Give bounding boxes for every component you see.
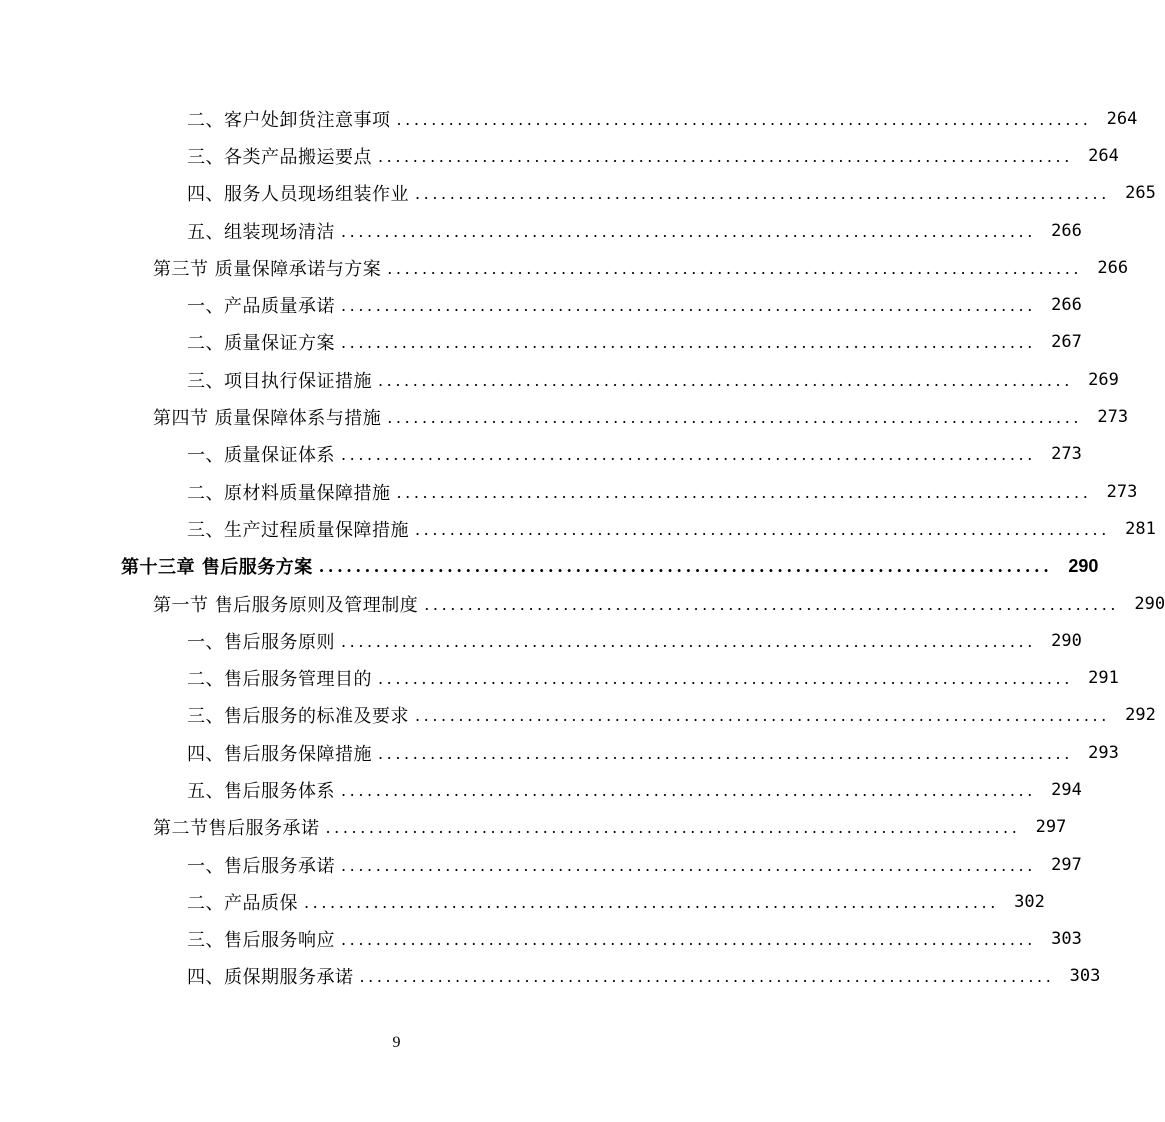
toc-subsection-entry[interactable]	[0, 921, 1082, 958]
toc-entry-page: 290	[1134, 593, 1165, 614]
toc-entry-page: 293	[1088, 742, 1119, 763]
toc-entry-label: 第三节 质量保障承诺与方案	[153, 258, 382, 280]
toc-entry-label: 一、售后服务原则	[187, 631, 335, 653]
toc-leader-dots: ................................................................................	[341, 296, 1036, 316]
toc-leader-dots: ................................................................................	[304, 892, 999, 912]
toc-leader-dots: ................................................................................	[378, 669, 1073, 689]
toc-subsection-entry[interactable]	[0, 659, 1119, 696]
toc-subsection-entry[interactable]	[0, 100, 1138, 137]
toc-entry-label: 一、售后服务承诺	[187, 855, 335, 877]
toc-subsection-entry[interactable]	[0, 510, 1156, 547]
toc-subsection-entry[interactable]	[0, 436, 1082, 473]
toc-section-entry[interactable]	[0, 809, 1067, 846]
toc-entry-page: 273	[1051, 444, 1082, 465]
toc-leader-dots: ................................................................................	[341, 780, 1036, 800]
toc-entry-label: 一、产品质量承诺	[187, 296, 335, 318]
toc-entry-page: 281	[1125, 518, 1156, 539]
toc-entry-label: 二、质量保证方案	[187, 333, 335, 355]
toc-subsection-entry[interactable]	[0, 286, 1082, 323]
toc-leader-dots: ................................................................................	[396, 109, 1092, 129]
toc-leader-dots: ................................................................................	[424, 594, 1120, 614]
toc-section-entry[interactable]	[0, 249, 1129, 286]
toc-entry-page: 266	[1051, 220, 1082, 241]
toc-leader-dots: ................................................................................	[387, 408, 1083, 428]
toc-leader-dots: ................................................................................	[325, 818, 1021, 838]
toc-leader-dots: ................................................................................	[318, 557, 1053, 577]
toc-entry-page: 266	[1051, 295, 1082, 316]
toc-entry-label: 三、各类产品搬运要点	[187, 146, 372, 168]
toc-leader-dots: ................................................................................	[341, 631, 1036, 651]
toc-entry-page: 265	[1125, 183, 1156, 204]
toc-leader-dots: ................................................................................	[341, 221, 1036, 241]
toc-subsection-entry[interactable]	[0, 697, 1156, 734]
toc-entry-page: 291	[1088, 668, 1119, 689]
toc-entry-label: 第二节售后服务承诺	[153, 818, 320, 840]
toc-leader-dots: ................................................................................	[359, 967, 1055, 987]
toc-section-entry[interactable]	[0, 398, 1129, 435]
toc-entry-label: 第一节 售后服务原则及管理制度	[153, 594, 419, 616]
toc-subsection-entry[interactable]	[0, 734, 1119, 771]
toc-leader-dots: ................................................................................	[415, 519, 1110, 539]
toc-entry-label: 一、质量保证体系	[187, 445, 335, 467]
toc-leader-dots: ................................................................................	[396, 482, 1092, 502]
toc-leader-dots: ................................................................................	[378, 146, 1073, 166]
toc-subsection-entry[interactable]	[0, 137, 1119, 174]
toc-entry-page: 297	[1035, 817, 1067, 838]
toc-entry-label: 三、售后服务响应	[187, 930, 335, 952]
toc-entry-label: 二、客户处卸货注意事项	[187, 109, 391, 131]
toc-entry-page: 303	[1069, 966, 1101, 987]
toc-entry-label: 第四节 质量保障体系与措施	[153, 408, 382, 430]
toc-chapter-entry[interactable]	[0, 548, 1099, 585]
toc-subsection-entry[interactable]	[0, 324, 1082, 361]
toc-entry-page: 297	[1051, 854, 1082, 875]
toc-entry-label: 三、项目执行保证措施	[187, 370, 372, 392]
toc-subsection-entry[interactable]	[0, 361, 1119, 398]
toc-entry-page: 273	[1097, 407, 1129, 428]
toc-leader-dots: ................................................................................	[387, 258, 1083, 278]
toc-subsection-entry[interactable]	[0, 622, 1082, 659]
toc-entry-label: 三、售后服务的标准及要求	[187, 706, 409, 728]
toc-entry-label: 四、售后服务保障措施	[187, 743, 372, 765]
toc-entry-label: 四、质保期服务承诺	[187, 967, 354, 989]
toc-leader-dots: ................................................................................	[415, 706, 1110, 726]
toc-leader-dots: ................................................................................	[415, 184, 1110, 204]
toc-entry-page: 264	[1106, 108, 1138, 129]
toc-entry-page: 267	[1051, 332, 1082, 353]
toc-leader-dots: ................................................................................	[378, 370, 1073, 390]
toc-entry-page: 273	[1106, 481, 1138, 502]
toc-entry-page: 264	[1088, 145, 1119, 166]
toc-leader-dots: ................................................................................	[341, 333, 1036, 353]
toc-leader-dots: ................................................................................	[341, 855, 1036, 875]
toc-entry-label: 五、组装现场清洁	[187, 221, 335, 243]
toc-subsection-entry[interactable]	[0, 473, 1138, 510]
toc-entry-label: 五、售后服务体系	[187, 780, 335, 802]
toc-subsection-entry[interactable]	[0, 212, 1082, 249]
table-of-contents	[0, 100, 1165, 995]
toc-entry-label: 三、生产过程质量保障措施	[187, 519, 409, 541]
toc-leader-dots: ................................................................................	[378, 743, 1073, 763]
toc-entry-page: 302	[1014, 891, 1045, 912]
toc-entry-page: 294	[1051, 779, 1082, 800]
toc-entry-page: 290	[1051, 630, 1082, 651]
toc-entry-page: 290	[1068, 555, 1099, 576]
toc-entry-label: 第十三章 售后服务方案	[121, 557, 313, 579]
toc-leader-dots: ................................................................................	[341, 445, 1036, 465]
toc-entry-label: 四、服务人员现场组装作业	[187, 184, 409, 206]
toc-entry-page: 269	[1088, 369, 1119, 390]
toc-subsection-entry[interactable]	[0, 175, 1156, 212]
toc-subsection-entry[interactable]	[0, 958, 1101, 995]
toc-entry-page: 266	[1097, 257, 1129, 278]
toc-entry-label: 二、产品质保	[187, 892, 298, 914]
toc-entry-label: 二、原材料质量保障措施	[187, 482, 391, 504]
toc-subsection-entry[interactable]	[0, 883, 1045, 920]
toc-section-entry[interactable]	[0, 585, 1165, 622]
toc-leader-dots: ................................................................................	[341, 930, 1036, 950]
toc-entry-page: 292	[1125, 705, 1156, 726]
toc-entry-label: 二、售后服务管理目的	[187, 669, 372, 691]
toc-entry-page: 303	[1051, 929, 1082, 950]
page-number: 9	[392, 1034, 401, 1051]
toc-subsection-entry[interactable]	[0, 846, 1082, 883]
toc-subsection-entry[interactable]	[0, 771, 1082, 808]
